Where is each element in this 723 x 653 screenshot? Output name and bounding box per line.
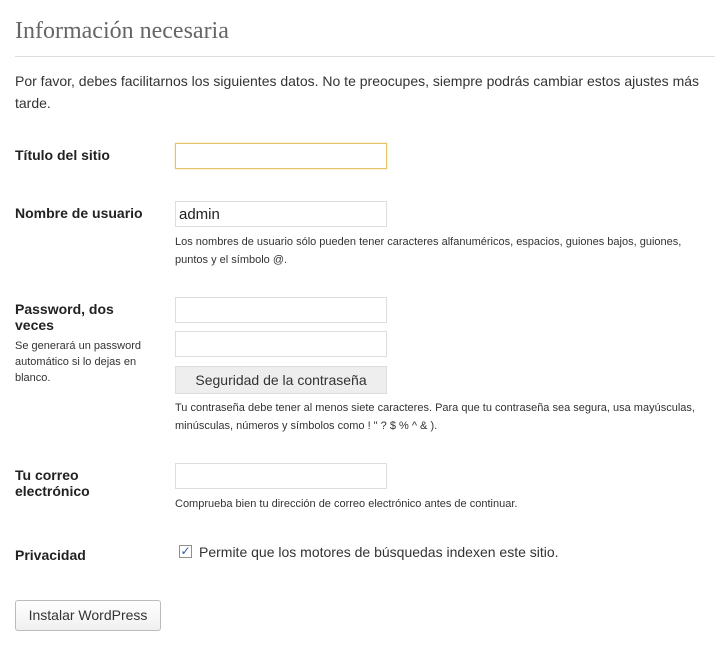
intro-text: Por favor, debes facilitarnos los siguientes datos. No te preocupes, siempre podrás cambiar estos ajustes más tarde. xyxy=(15,73,700,111)
page-title: Información necesaria xyxy=(15,18,229,44)
email-label: Tu correo electrónico xyxy=(15,467,90,499)
password-help: Tu contraseña debe tener al menos siete caracteres. Para que tu contraseña sea segura, usa mayúsculas, minúsculas, números y símbolos como ! " ? $ % ^ & ). xyxy=(175,402,695,432)
username-input[interactable] xyxy=(175,201,387,227)
title-divider xyxy=(15,56,715,57)
email-help: Comprueba bien tu dirección de correo electrónico antes de continuar. xyxy=(175,498,518,510)
privacy-label: Privacidad xyxy=(15,547,86,563)
username-label: Nombre de usuario xyxy=(15,205,143,221)
password-input-1[interactable] xyxy=(175,297,387,323)
password-strength-indicator: Seguridad de la contraseña xyxy=(175,366,387,394)
password-sublabel: Se generará un password automático si lo dejas en blanco. xyxy=(15,340,141,384)
install-wordpress-button[interactable]: Instalar WordPress xyxy=(15,600,161,631)
checkmark-icon: ✓ xyxy=(180,544,191,558)
privacy-checkbox-label[interactable]: Permite que los motores de búsquedas indexen este sitio. xyxy=(199,544,559,560)
username-help: Los nombres de usuario sólo pueden tener caracteres alfanuméricos, espacios, guiones bajos, guiones, puntos y el símbolo @. xyxy=(175,236,682,266)
privacy-checkbox[interactable] xyxy=(179,545,192,558)
email-input[interactable] xyxy=(175,463,387,489)
site-title-label: Título del sitio xyxy=(15,147,110,163)
password-label: Password, dos veces xyxy=(15,301,114,333)
password-input-2[interactable] xyxy=(175,331,387,357)
site-title-input[interactable] xyxy=(175,143,387,169)
